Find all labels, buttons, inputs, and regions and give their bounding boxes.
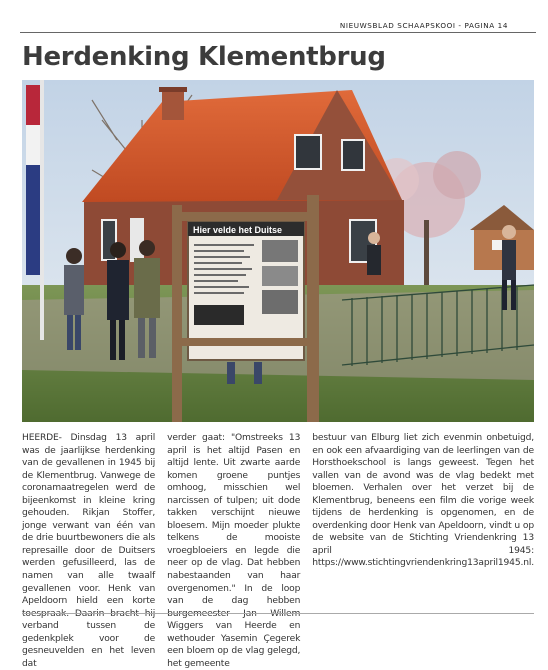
article-column-3: bestuur van Elburg liet zich evenmin onbetuigd, en ook een afvaardiging van de leerlingen van de Horsthoekschool is langs geweest. Tegen het vallen van de avond was de vlag bedekt met bloemen. Verhalen over het verzet bij de Klementbrug, beneens een film die vorige week tijdens de herdenking is opgenomen, en de overdenking door Henk van Apeldoorn, vindt u op de website van de Stichting Vriendenkring 13 april 1945: https://www.stichtingvriendenkring13april1945.nl. <box>312 433 534 569</box>
sign-heading: Hier velde het Duitse <box>193 225 283 235</box>
article-photo <box>22 80 534 422</box>
article-column-2: verder gaat: "Omstreeks 13 april is het altijd Pasen en altijd lente. Uit zwarte aarde komen groene puntjes omhoog, misschien wel narcissen of tulpen; uit dode takken verschijnt nieuwe bloesem. Mijn moeder plukte telkens de mooiste vroegbloeiers en legde die neer op de vlag. Dat hebben nabestaanden van haar overgenomen." In de loop van de dag hebben Wiggers van Heerde en wethouder Yasemin Çegerek een bloem op de vlag gelegd, het gemeente <box>167 433 301 669</box>
article-column-1: HEERDE- Dinsdag 13 april was de jaarlijkse herdenking van de gevallenen in 1945 bij de Klementbrug. Vanwege de coronamaatregelen werd de bijeenkomst in kleine kring gehouden. Rikjan Stoffer, jonge verwant van één van de drie buurtbewoners die als represaille door de Duitsers werden gefusilleerd, las de namen van alle twaalf gevallenen voor. Henk van Apeldoorn hield een korte verband tussen de gedenkplek voor de gesneuvelden en het leven dat <box>22 433 156 669</box>
article-title: Herdenking Klementbrug <box>22 42 386 72</box>
article-body <box>22 432 534 670</box>
footer-rule <box>22 613 534 614</box>
page-header: NIEUWSBLAD SCHAAPSKOOI - PAGINA 14 <box>339 21 508 30</box>
header-rule <box>20 32 536 33</box>
